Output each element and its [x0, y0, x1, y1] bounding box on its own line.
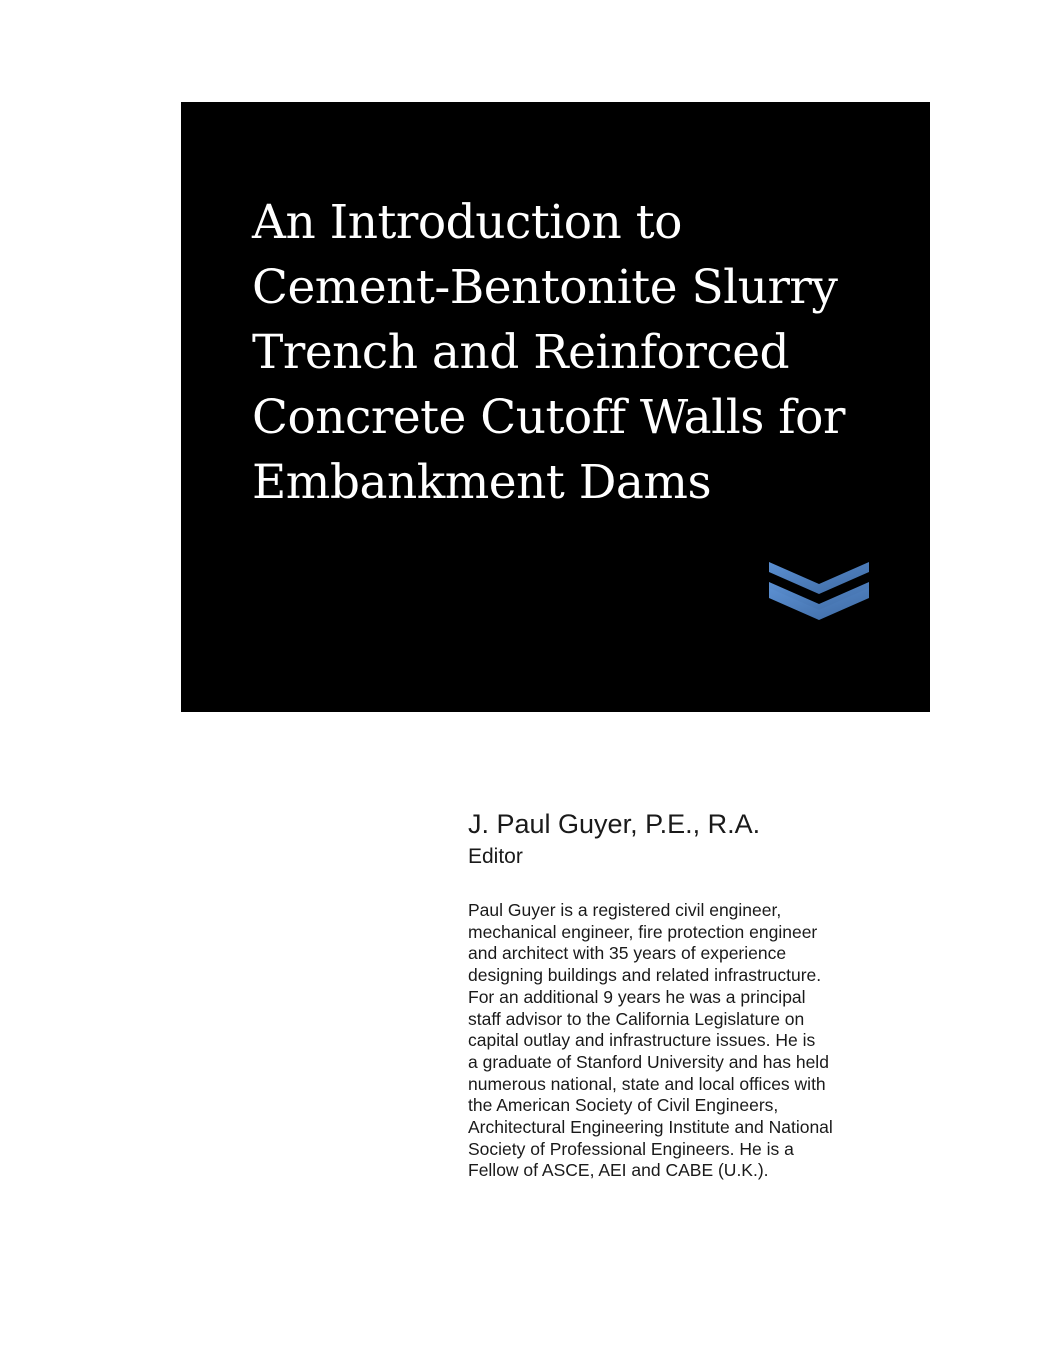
bio-line: staff advisor to the California Legislature on	[468, 1008, 805, 1029]
author-bio	[468, 900, 888, 1182]
triple-chevron-down-icon	[769, 562, 869, 658]
bio-line: Paul Guyer is a registered civil engineer,	[468, 900, 782, 920]
bio-line: Society of Professional Engineers. He is a	[468, 1138, 794, 1159]
bio-line: Fellow of ASCE, AEI and CABE (U.K.).	[468, 1160, 769, 1181]
bio-line: the American Society of Civil Engineers,	[468, 1095, 779, 1116]
bio-line: Architectural Engineering Institute and National	[468, 1117, 833, 1138]
author-block	[468, 806, 888, 1182]
cover-block	[181, 102, 930, 712]
title-line: An Introduction to	[252, 195, 682, 250]
title-line: Concrete Cutoff Walls for	[252, 390, 845, 445]
title-line: Cement-Bentonite Slurry	[252, 260, 838, 315]
bio-line: and architect with 35 years of experience	[468, 943, 787, 964]
title-line: Embankment Dams	[252, 455, 712, 510]
bio-line: a graduate of Stanford University and has held	[468, 1051, 829, 1072]
author-name: J. Paul Guyer, P.E., R.A.	[468, 809, 761, 839]
book-title	[252, 190, 892, 515]
bio-line: mechanical engineer, fire protection engineer	[468, 921, 818, 942]
title-line: Trench and Reinforced	[252, 325, 790, 380]
bio-line: capital outlay and infrastructure issues. He is	[468, 1030, 816, 1051]
bio-line: numerous national, state and local offices with	[468, 1073, 826, 1094]
author-role: Editor	[468, 845, 523, 868]
bio-line: For an additional 9 years he was a principal	[468, 986, 806, 1007]
bio-line: designing buildings and related infrastructure.	[468, 965, 822, 986]
